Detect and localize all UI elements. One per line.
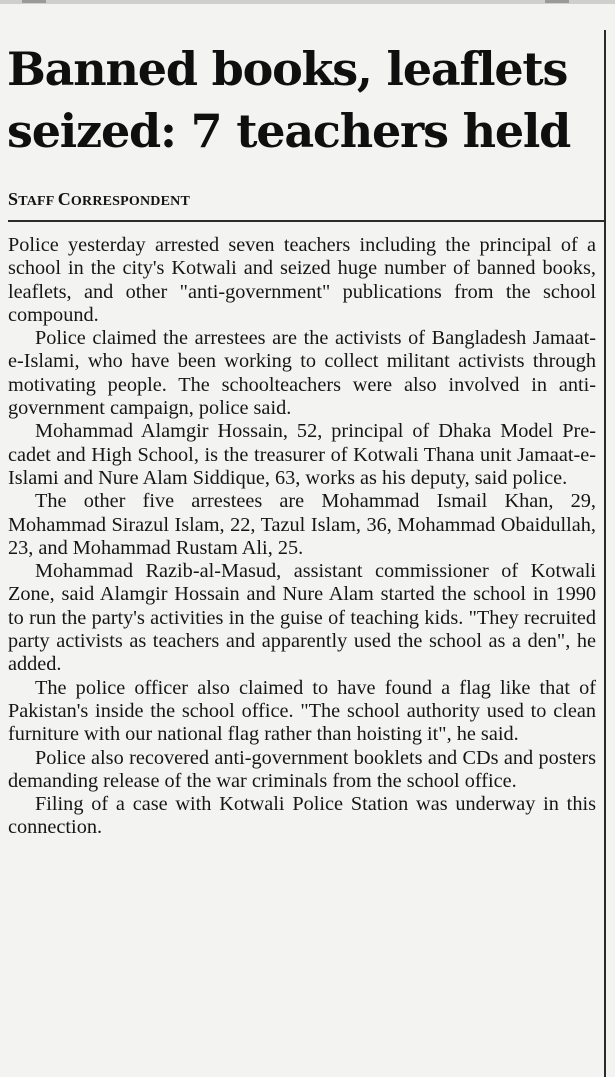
paragraph: Filing of a case with Kotwali Police Station was underway in this connection.	[8, 793, 596, 839]
top-border-rule	[0, 0, 615, 4]
byline-rule	[8, 220, 604, 222]
paragraph: Police yesterday arrested seven teachers including the principal of a school in the city's Kotwali and seized huge number of banned books, leaflets, and other "anti-government" publications from the school compound.	[8, 234, 596, 326]
byline-initial-2: C	[57, 189, 71, 209]
paragraph: The other five arrestees are Mohammad Ismail Khan, 29, Mohammad Sirazul Islam, 22, Tazul Islam, 36, Mohammad Obaidullah, 23, and Mohammad Rustam Ali, 25.	[8, 490, 596, 559]
byline-smallcaps-2: ORRESPONDENT	[70, 194, 191, 209]
paragraph: The police officer also claimed to have found a flag like that of Pakistan's inside the school office. "The school authority used to clean furniture with our national flag rather than hoisting it", he said.	[8, 676, 596, 746]
byline-smallcaps: TAFF	[18, 194, 58, 209]
byline-initial: S	[8, 189, 19, 209]
byline	[8, 189, 190, 210]
paragraph: Mohammad Alamgir Hossain, 52, principal of Dhaka Model Pre-cadet and High School, is the treasurer of Kotwali Thana unit Jamaat-e-Islami and Nure Alam Siddique, 63, works as his deputy, said police.	[8, 420, 596, 489]
paragraph: Police also recovered anti-government booklets and CDs and posters demanding release of the war criminals from the school office.	[8, 746, 596, 792]
paragraph: Mohammad Razib-al-Masud, assistant commissioner of Kotwali Zone, said Alamgir Hossain and Nure Alam started the school in 1990 to run the party's activities in the guise of teaching kids. "They recruited party activists as teachers and apparently used the school as a den", he added.	[8, 560, 596, 676]
column-divider-rule	[604, 30, 606, 1077]
headline: Banned books, leaflets seized: 7 teachers held	[7, 42, 571, 158]
article-body	[8, 234, 596, 840]
paragraph: Police claimed the arrestees are the activists of Bangladesh Jamaat-e-Islami, who have been working to collect militant activists through motivating people. The schoolteachers were also involved in anti-government campaign, police said.	[8, 327, 596, 420]
